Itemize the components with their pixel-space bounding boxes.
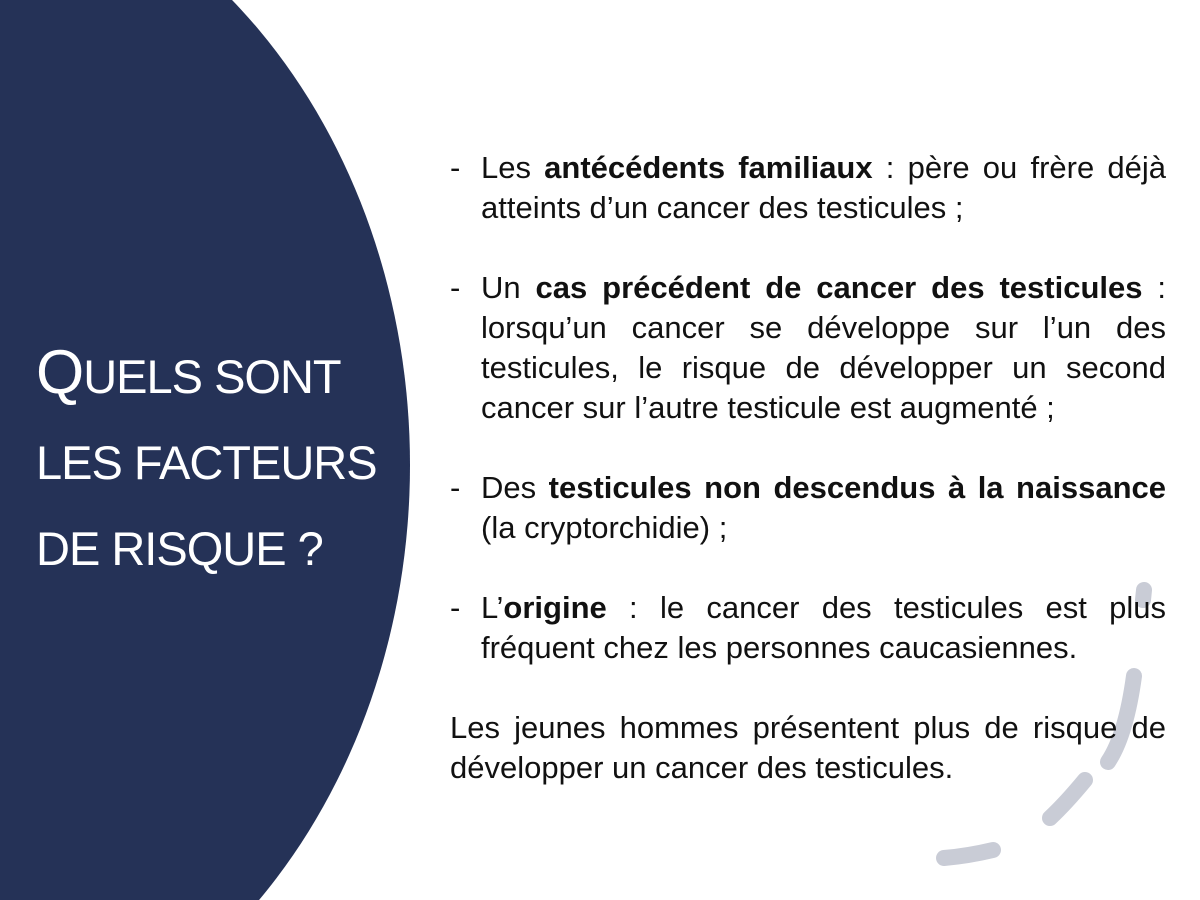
bullet-text-before: Un (481, 270, 536, 305)
bullet-text-before: Les (481, 150, 545, 185)
bullet-text-after: : père ou frère déjà atteints d’un cancer des testicules ; (481, 150, 1166, 225)
title-line-1 (36, 330, 406, 420)
bullet-dash: - (450, 470, 461, 505)
closing-statement: Les jeunes hommes présentent plus de risque de développer un cancer des testicules. (450, 710, 1166, 785)
list-item (450, 588, 1166, 668)
arc-dash-4 (944, 850, 993, 858)
bullet-bold-text: antécédents familiaux (544, 150, 873, 185)
risk-factors-list (450, 148, 1166, 668)
list-item (450, 148, 1166, 228)
risk-factors-content (450, 148, 1166, 788)
bullet-bold-text: cas précédent de cancer des testicules (535, 270, 1143, 305)
title-line-1-rest: UELS SONT (83, 350, 341, 403)
bullet-dash: - (450, 150, 461, 185)
title-initial: Q (36, 338, 84, 407)
bullet-dash: - (450, 270, 461, 305)
slide-title (36, 330, 406, 592)
bullet-bold-text: origine (503, 590, 607, 625)
list-item (450, 268, 1166, 428)
list-item (450, 468, 1166, 548)
title-line-2: LES FACTEURS (36, 436, 377, 489)
bullet-text-after: : le cancer des testicules est plus fréquent chez les personnes caucasiennes. (481, 590, 1166, 665)
title-line-3: DE RISQUE ? (36, 522, 323, 575)
bullet-text-after: (la cryptorchidie) ; (481, 510, 728, 545)
bullet-text-after: : lorsqu’un cancer se développe sur l’un des testicules, le risque de développer un second cancer sur l’autre testicule est augmenté ; (481, 270, 1166, 425)
bullet-text-before: L’ (481, 590, 504, 625)
bullet-text-before: Des (481, 470, 549, 505)
bullet-dash: - (450, 590, 461, 625)
bullet-bold-text: testicules non descendus à la naissance (548, 470, 1166, 505)
